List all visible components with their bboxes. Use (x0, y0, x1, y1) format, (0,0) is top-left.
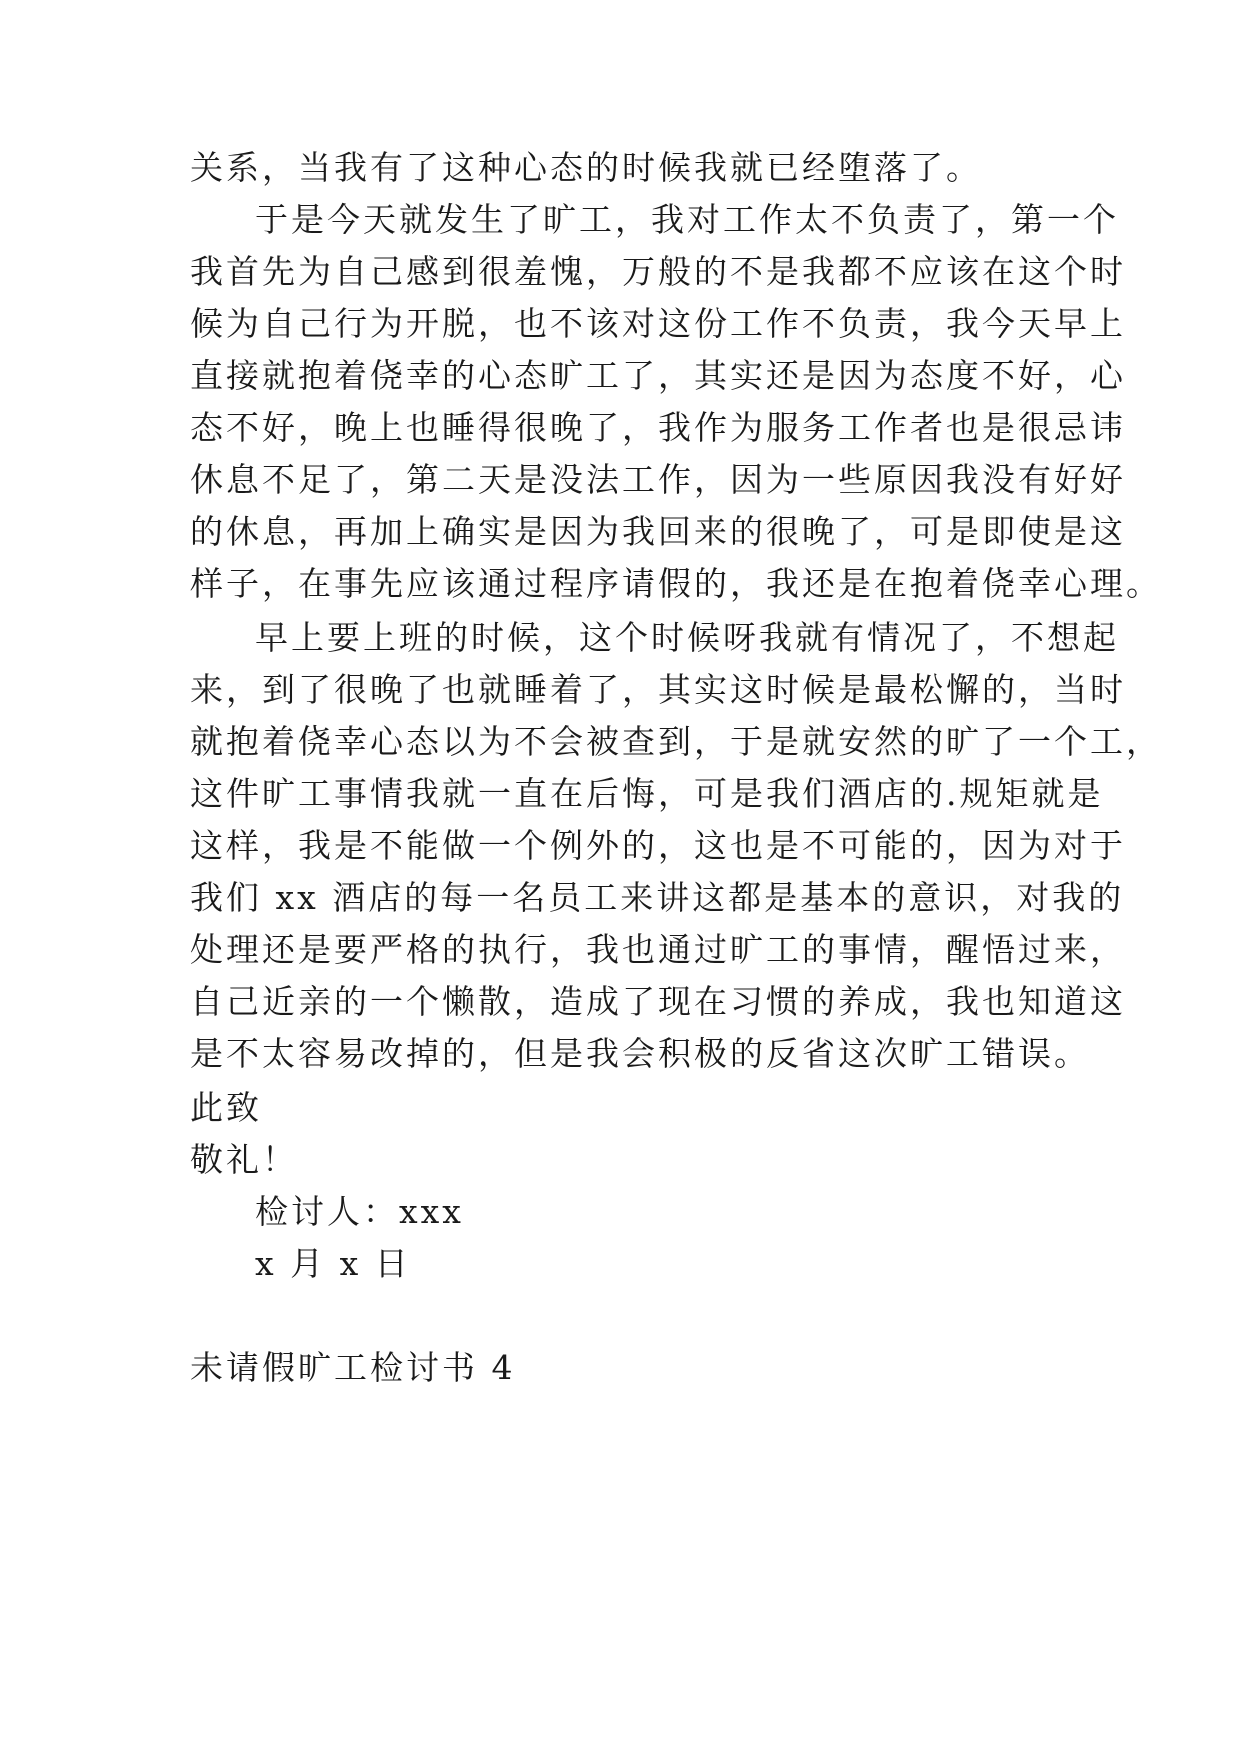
body-line: 我们 xx 酒店的每一名员工来讲这都是基本的意识，对我的 (190, 878, 1125, 917)
body-line: 来，到了很晚了也就睡着了，其实这时候是最松懈的，当时 (190, 670, 1126, 709)
body-line: 直接就抱着侥幸的心态旷工了，其实还是因为态度不好，心 (190, 356, 1126, 395)
body-line: 就抱着侥幸心态以为不会被查到，于是就安然的旷了一个工， (190, 722, 1162, 761)
closing-regards: 敬礼！ (190, 1140, 298, 1179)
body-line: 这样，我是不能做一个例外的，这也是不可能的，因为对于 (190, 826, 1126, 865)
closing-salutation: 此致 (190, 1088, 262, 1127)
body-line: 我首先为自己感到很羞愧，万般的不是我都不应该在这个时 (190, 252, 1126, 291)
date-line: x 月 x 日 (255, 1244, 411, 1283)
body-line: 样子，在事先应该通过程序请假的，我还是在抱着侥幸心理。 (190, 564, 1162, 603)
body-line: 这件旷工事情我就一直在后悔，可是我们酒店的.规矩就是 (190, 774, 1104, 813)
body-line: 自己近亲的一个懒散，造成了现在习惯的养成，我也知道这 (190, 982, 1126, 1021)
body-line: 的休息，再加上确实是因为我回来的很晚了，可是即使是这 (190, 512, 1126, 551)
body-line: 是不太容易改掉的，但是我会积极的反省这次旷工错误。 (190, 1034, 1090, 1073)
next-section-title: 未请假旷工检讨书 4 (190, 1348, 516, 1387)
body-line: 休息不足了，第二天是没法工作，因为一些原因我没有好好 (190, 460, 1126, 499)
body-line: 早上要上班的时候，这个时候呀我就有情况了，不想起 (255, 618, 1119, 657)
body-line: 候为自己行为开脱，也不该对这份工作不负责，我今天早上 (190, 304, 1126, 343)
body-line: 态不好，晚上也睡得很晚了，我作为服务工作者也是很忌讳 (190, 408, 1126, 447)
signer-line: 检讨人：xxx (255, 1192, 464, 1231)
body-line: 于是今天就发生了旷工，我对工作太不负责了，第一个 (255, 200, 1119, 239)
body-line: 处理还是要严格的执行，我也通过旷工的事情，醒悟过来， (190, 930, 1126, 969)
body-line: 关系，当我有了这种心态的时候我就已经堕落了。 (190, 148, 982, 187)
